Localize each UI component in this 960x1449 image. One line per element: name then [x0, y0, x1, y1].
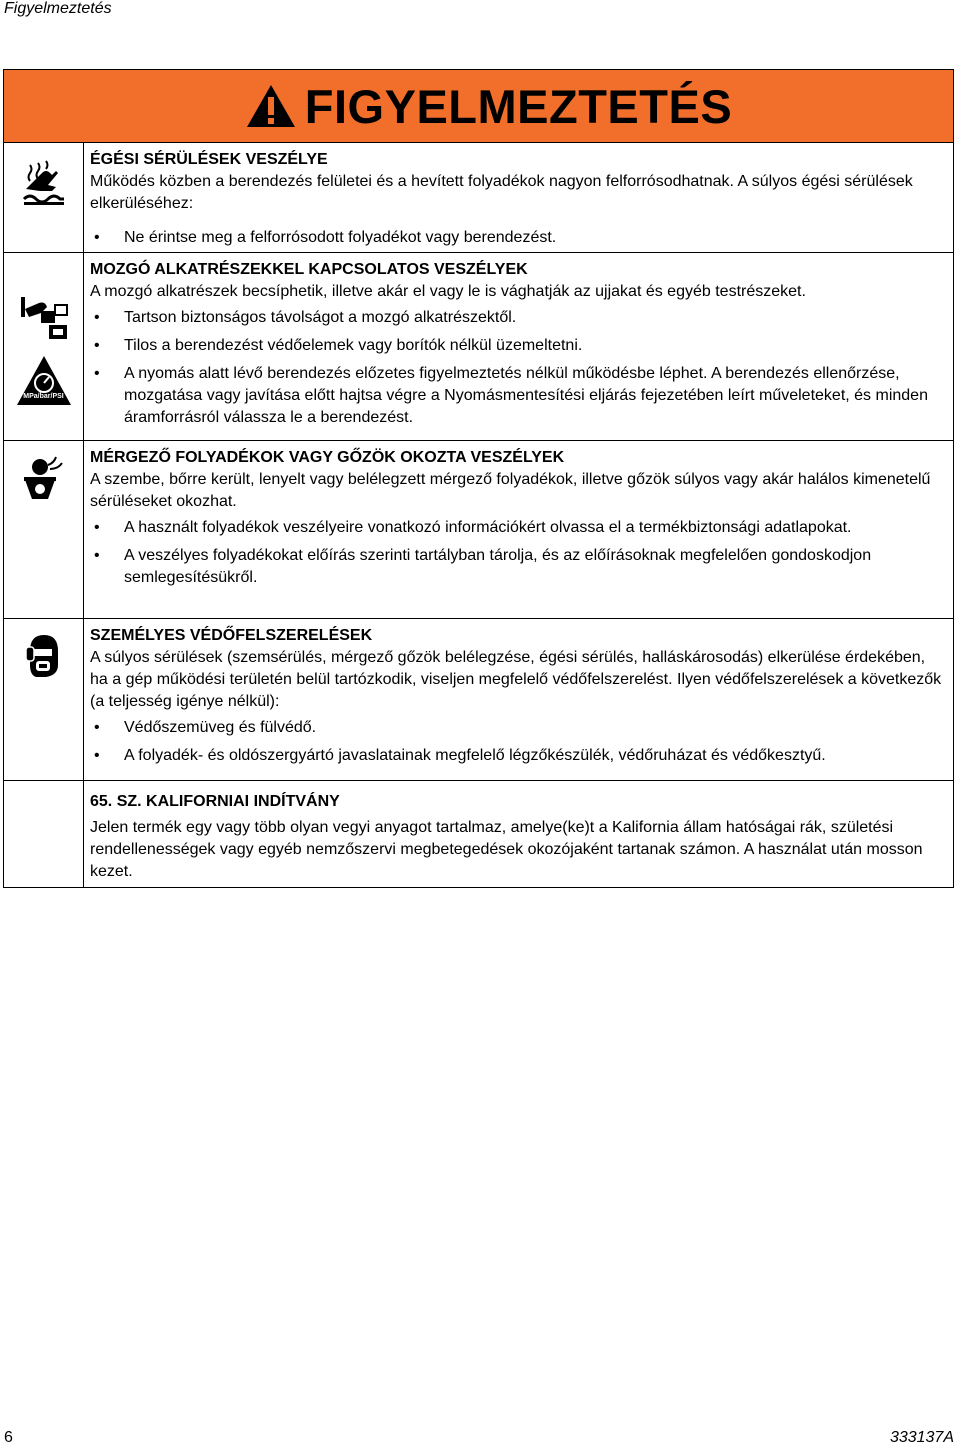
bullet-list	[90, 717, 943, 767]
section-heading: SZEMÉLYES VÉDŐFELSZERELÉSEK	[90, 627, 373, 644]
bullet-list	[90, 517, 943, 589]
section-prop-65	[4, 781, 953, 887]
icon-column	[4, 143, 84, 252]
pressure-gauge-icon	[16, 355, 72, 407]
list-item: • Tartson biztonságos távolságot a mozgó alkatrészektől.	[90, 307, 943, 329]
warning-table	[3, 69, 954, 888]
icon-column	[4, 253, 84, 440]
list-item: • A használt folyadékok veszélyeire vonatkozó információkért olvassa el a termékbiztonsági adatlapokat.	[90, 517, 943, 539]
section-intro: A súlyos sérülések (szemsérülés, mérgező gőzök belélegzése, égési sérülés, halláskárosodás) elkerülése érdekében, ha a gép működési területén belül tartózkodik, viseljen megfelelő védőfelszerelést. Ilyen védőfelszerelések a következők (a teljesség igénye nélkül):	[90, 649, 942, 710]
section-heading: ÉGÉSI SÉRÜLÉSEK VESZÉLYE	[90, 151, 328, 168]
section-heading: MÉRGEZŐ FOLYADÉKOK VAGY GŐZÖK OKOZTA VESZÉLYEK	[90, 449, 565, 466]
icon-column	[4, 781, 84, 887]
section-moving-parts	[4, 253, 953, 441]
list-item: • A nyomás alatt lévő berendezés előzetes figyelmeztetés nélkül működésbe léphet. A berendezés ellenőrzése, mozgatása vagy javítása előtt hajtsa végre a Nyomásmentesítési eljárás fejezetében leírt műveleteket, és minden áramforrásról válassza le a berendezést.	[90, 363, 943, 429]
section-toxic-fluids	[4, 441, 953, 619]
running-head: Figyelmeztetés	[4, 0, 112, 17]
bullet-list	[90, 227, 943, 249]
warning-title: FIGYELMEZTETÉS	[304, 79, 733, 133]
warning-triangle-icon	[245, 83, 297, 129]
icon-column	[4, 441, 84, 618]
section-heading: 65. SZ. KALIFORNIAI INDÍTVÁNY	[90, 793, 340, 810]
list-item: • Ne érintse meg a felforrósodott folyadékot vagy berendezést.	[90, 227, 943, 249]
list-item: • Tilos a berendezést védőelemek vagy borítók nélkül üzemeltetni.	[90, 335, 943, 357]
hot-surface-icon	[22, 159, 66, 205]
icon-column	[4, 619, 84, 780]
section-intro: A mozgó alkatrészek becsíphetik, illetve akár el vagy le is vághatják az ujjakat és egyéb testrészeket.	[90, 283, 806, 300]
section-heading: MOZGÓ ALKATRÉSZEKKEL KAPCSOLATOS VESZÉLYEK	[90, 261, 528, 278]
pressure-units-label: MPa/bar/PSI	[23, 393, 64, 400]
section-intro: A szembe, bőrre került, lenyelt vagy belélegzett mérgező folyadékok, illetve gőzök súlyos vagy akár halálos kimenetelű sérüléseket okozhat.	[90, 471, 931, 510]
list-item: • A folyadék- és oldószergyártó javaslatainak megfelelő légzőkészülék, védőruházat és védőkesztyű.	[90, 745, 943, 767]
protective-equipment-icon	[24, 631, 64, 679]
list-item: • Védőszemüveg és fülvédő.	[90, 717, 943, 739]
page-number: 6	[4, 1429, 13, 1446]
warning-banner	[4, 70, 953, 143]
toxic-fumes-icon	[22, 455, 66, 501]
bullet-list	[90, 307, 943, 429]
section-protective-equipment	[4, 619, 953, 781]
document-number: 333137A	[889, 1429, 954, 1446]
section-intro: Működés közben a berendezés felületei és a hevített folyadékok nagyon felforrósodhatnak. A súlyos égési sérülések elkerüléséhez:	[90, 173, 913, 212]
moving-parts-icon	[19, 295, 69, 341]
section-burn-hazard	[4, 143, 953, 253]
list-item: • A veszélyes folyadékokat előírás szerinti tartályban tárolja, és az előírásoknak megfelelően gondoskodjon semlegesítésükről.	[90, 545, 943, 589]
section-intro: Jelen termék egy vagy több olyan vegyi anyagot tartalmaz, amelye(ke)t a Kalifornia állam hatóságai rák, születési rendellenességek vagy egyéb nemzőszervi megbetegedések okozójaként tartanak számon. A használat után mosson kezet.	[90, 819, 923, 880]
